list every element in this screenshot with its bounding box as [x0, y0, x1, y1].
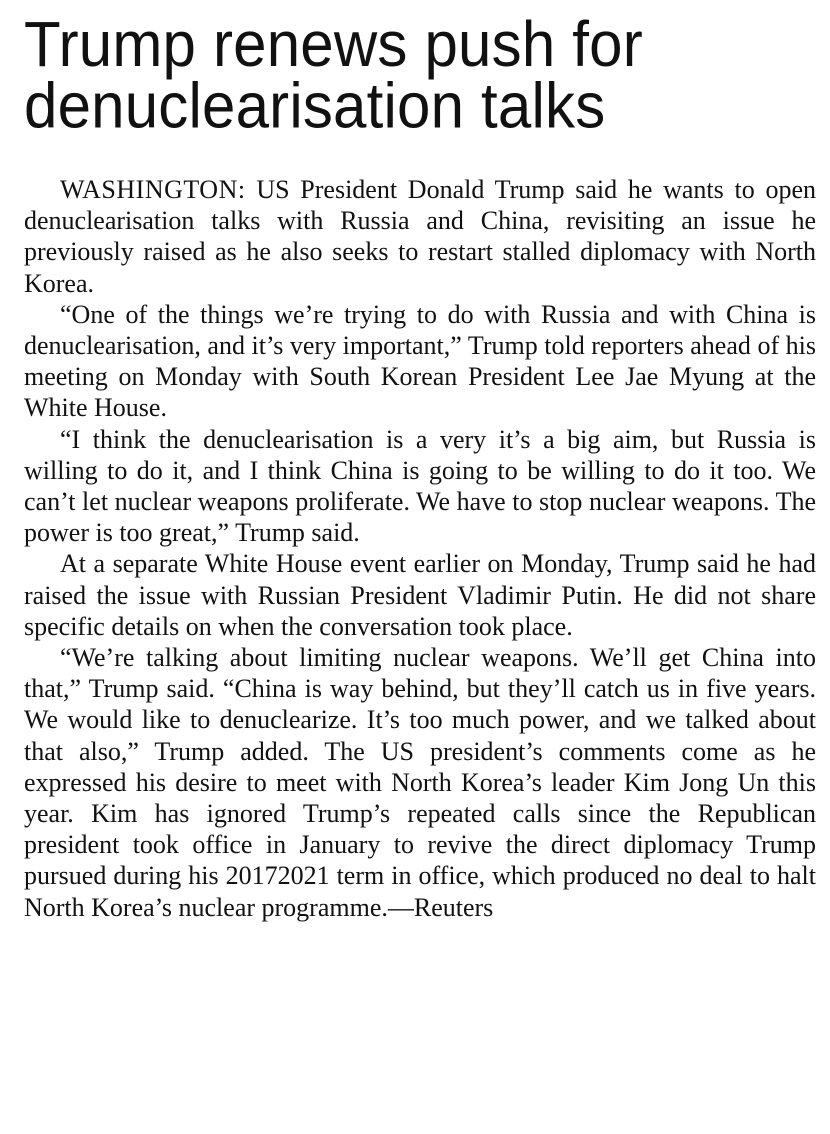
- article-paragraph: “We’re talking about limiting nuclear weapons. We’ll get China into that,” Trump said. “China is way behind, but they’ll catch us in five years. We would like to denuclearize. It’s too much power, and we talked about that also,” Trump added. The US president’s comments come as he expressed his desire to meet with North Korea’s leader Kim Jong Un this year. Kim has ignored Trump’s repeated calls since the Republican president took office in January to revive the direct diplomacy Trump pursued during his 20172021 term in office, which produced no deal to halt North Korea’s nuclear programme.—Reuters: [24, 643, 816, 922]
- article-paragraph: “I think the denuclearisation is a very it’s a big aim, but Russia is willing to do it, and I think China is going to be willing to do it too. We can’t let nuclear weapons proliferate. We have to stop nuclear weapons. The power is too great,” Trump said.: [24, 424, 816, 548]
- article-body: [24, 174, 816, 923]
- paragraph-text: US President Donald Trump said he wants to open denuclearisation talks with Russia and China, revisiting an issue he previously raised as he also seeks to restart stalled diplomacy with North Korea.: [24, 175, 816, 298]
- article-paragraph: “One of the things we’re trying to do with Russia and with China is denuclearisation, and it’s very important,” Trump told reporters ahead of his meeting on Monday with South Korean President Lee Jae Myung at the White House.: [24, 299, 816, 423]
- article-dateline: WASHINGTON:: [60, 175, 246, 204]
- article-paragraph: [24, 174, 816, 299]
- article-paragraph: At a separate White House event earlier on Monday, Trump said he had raised the issue with Russian President Vladimir Putin. He did not share specific details on when the conversation took place.: [24, 549, 816, 641]
- article-headline: Trump renews push for denuclearisation talks: [24, 8, 643, 142]
